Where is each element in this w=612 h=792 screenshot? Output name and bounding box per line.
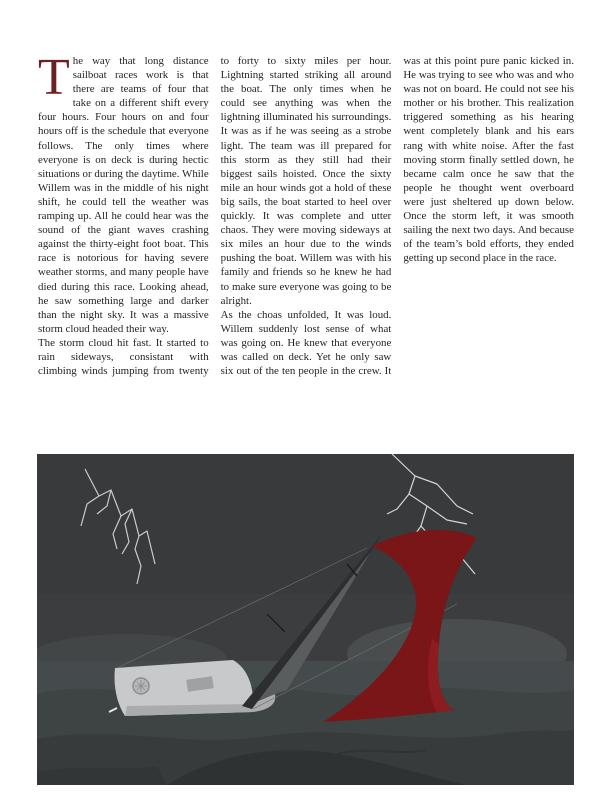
storm-illustration [37,454,574,785]
paragraph-3: As the choas unfolded, It was loud. Willem suddenly lost sense of what was going on. He knew that everyone was called on deck. Yet he only saw six out of the ten people in the crew. It was at this point pure panic kicked in. He was trying to see who was and who was not on board. He could not see his mother or his brother. This realization triggered something as his hearing went completely blank and his ears rang with white noise. After the fast moving storm finally settled down, he became calm once he saw that the people he thought went overboard were just sheltered up down below. Once the storm left, it was smooth sailing the next two days. And because of the team’s bold efforts, they ended getting up second place in the race. [220,55,574,378]
drop-cap: T [38,49,70,106]
story-text [38,49,574,380]
paragraph-2: The storm cloud hit fast. It started to rain sideways, consistant with climbing winds jumping from twenty to forty to sixty miles per hour. Lightning started striking all around the boat. The only times when he could see anything was when the lightning illuminated his surroundings. It was as if he was seeing as a strobe light. The team was ill prepared for this storm as they still had their biggest sails hoisted. Once the sixty mile an hour winds got a hold of these big sails, the boat started to heel over quickly. It was complete and utter chaos. They were moving sideways at six miles an hour due to the winds pushing the boat. Willem was with his family and friends so he knew he had to make sure everyone was going to be alright. [38,55,392,378]
paragraph-1 [38,49,209,336]
paragraph-1-text: he way that long distance sailboat races work is that there are teams of four that take on a different shift every four hours. Four hours on and four hours off is the schedule that everyone follows. The only times where everyone is on deck is during hectic situations or during the daytime. While Willem was in the middle of his night shift, he could tell the weather was ramping up. All he could hear was the sound of the giant waves crashing against the thirty-eight foot boat. This race is notorious for having severe weather storms, and many people have died during this race. Looking ahead, he saw something large and darker than the night sky. It was a massive storm cloud headed their way. [38,55,209,335]
